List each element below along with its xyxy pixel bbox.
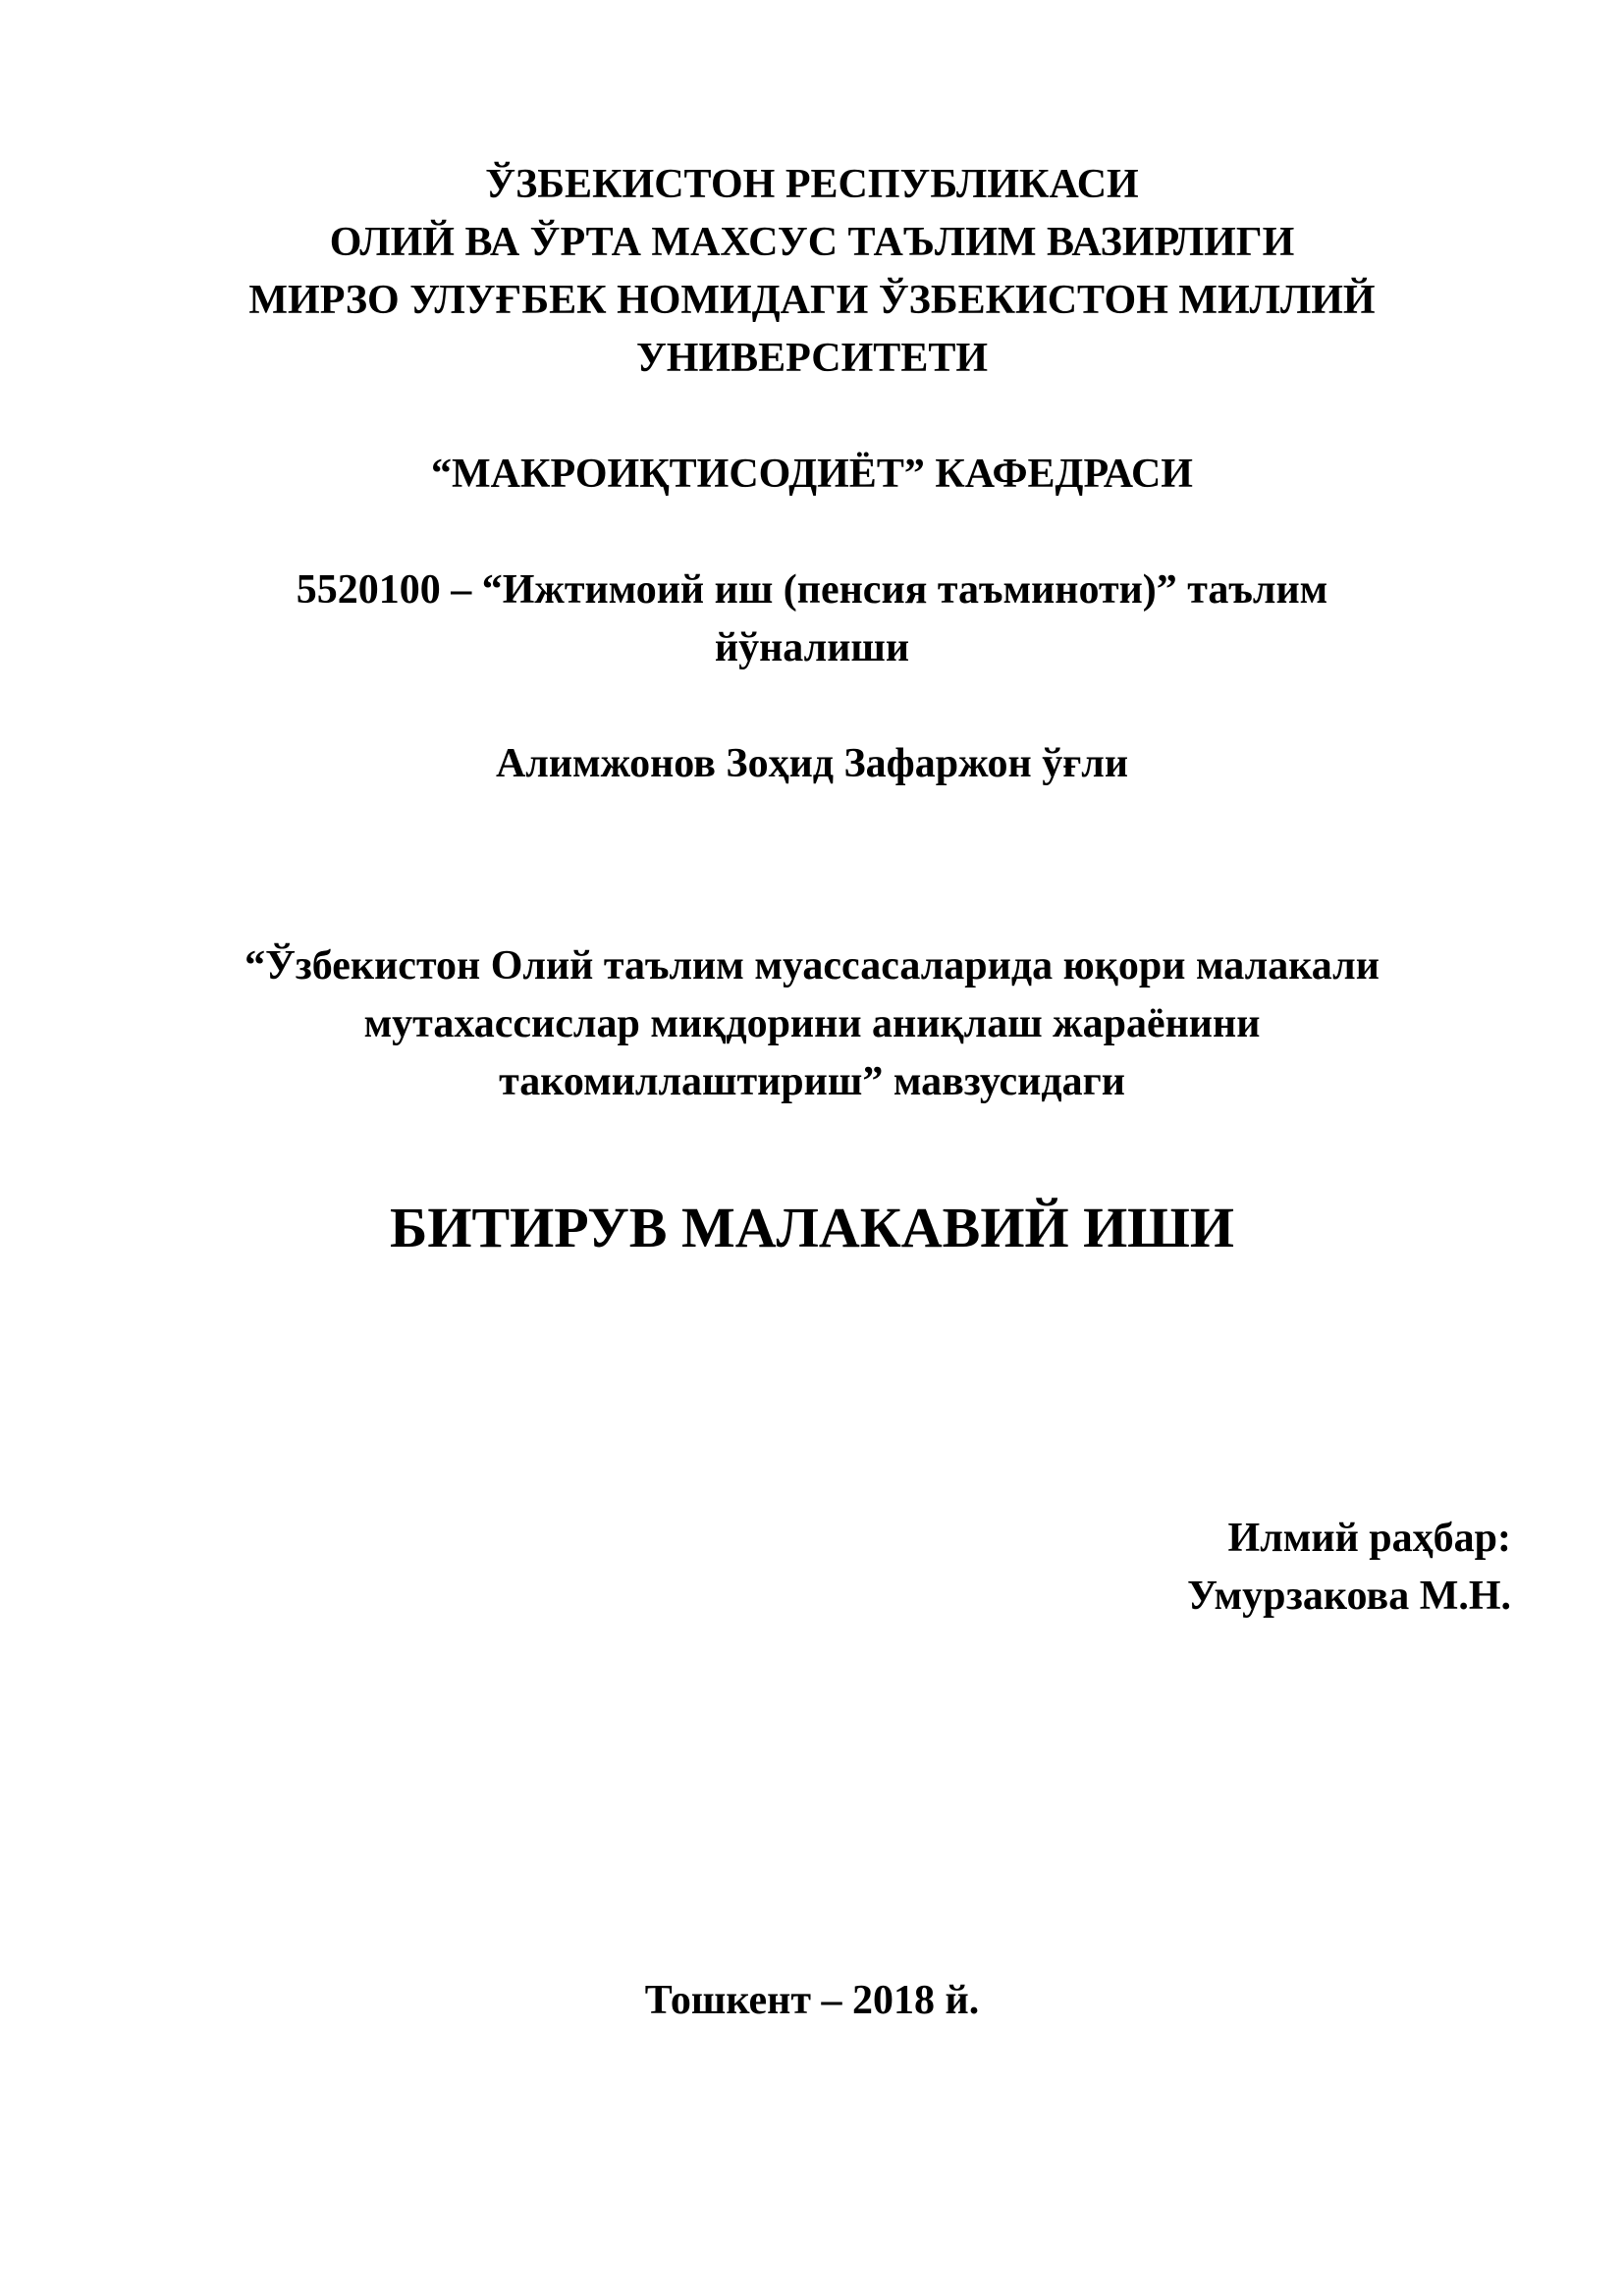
topic-line-3: такомиллаштириш” мавзусидаги [499, 1059, 1125, 1104]
university-line-1: МИРЗО УЛУҒБЕК НОМИДАГИ ЎЗБЕКИСТОН МИЛЛИЙ [248, 278, 1376, 323]
study-direction-line-1: 5520100 – “Ижтимоий иш (пенсия таъминоти)” таълим [296, 567, 1328, 613]
author-name: Алимжонов Зоҳид Зафаржон ўғли [495, 741, 1129, 786]
ministry-line-1: ЎЗБЕКИСТОН РЕСПУБЛИКАСИ [485, 162, 1139, 207]
study-direction-line-2: йўналиши [714, 625, 910, 670]
supervisor-label: Илмий раҳбар: [1227, 1516, 1511, 1561]
supervisor-name: Умурзакова М.Н. [1187, 1574, 1511, 1619]
university-line-2: УНИВЕРСИТЕТИ [635, 336, 989, 381]
work-type-title: БИТИРУВ МАЛАКАВИЙ ИШИ [389, 1196, 1234, 1259]
city-year: Тошкент – 2018 й. [644, 1978, 980, 2023]
ministry-line-2: ОЛИЙ ВА ЎРТА МАХСУС ТАЪЛИМ ВАЗИРЛИГИ [329, 220, 1295, 265]
topic-line-1: “Ўзбекистон Олий таълим муассасаларида юқори малакали [244, 943, 1380, 988]
department-name: “МАКРОИҚТИСОДИЁТ” КАФЕДРАСИ [431, 452, 1193, 497]
topic-line-2: мутахассислар миқдорини аниқлаш жараёнини [363, 1001, 1261, 1046]
